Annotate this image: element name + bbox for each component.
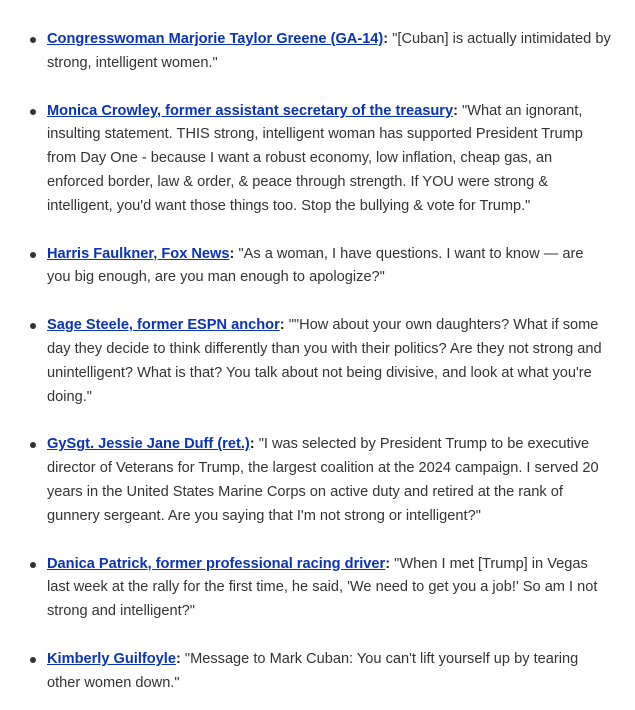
- bullet-icon: [30, 323, 36, 329]
- bullet-icon: [30, 562, 36, 568]
- quote-text: ""How about your own daughters? What if some day they decide to think differently than you with their politics? Are they not strong and unintelligent? What is that? You talk about not being divisive, and look at what you're doing.": [47, 317, 602, 405]
- person-link[interactable]: Sage Steele, former ESPN anchor: [47, 317, 280, 334]
- quote-text: "I was selected by President Trump to be executive director of Veterans for Trump, the largest coalition at the 2024 campaign. I served 20 years in the United States Marine Corps on active duty and retired at the rank of gunnery sergeant. Are you saying that I'm not strong or intelligent?": [47, 436, 599, 524]
- list-item: [47, 100, 611, 219]
- list-item: [47, 553, 611, 624]
- list-item: [47, 433, 611, 528]
- list-item: [47, 243, 611, 291]
- quote-text: "[Cuban] is actually intimidated by strong, intelligent women.": [47, 31, 611, 71]
- bullet-icon: [30, 252, 36, 258]
- quote-text: "As a woman, I have questions. I want to know — are you big enough, are you man enough to apologize?": [47, 245, 584, 286]
- bullet-icon: [30, 37, 36, 43]
- list-item: [47, 648, 611, 696]
- quote-text: "What an ignorant, insulting statement. THIS strong, intelligent woman has supported President Trump from Day One - because I want a robust economy, low inflation, cheap gas, an enforced border, law & order, & peace through strength. If YOU were strong & intelligent, you'd want those things too. Stop the bullying & vote for Trump.": [47, 102, 583, 214]
- person-link[interactable]: Harris Faulkner, Fox News: [47, 245, 230, 262]
- person-link[interactable]: GySgt. Jessie Jane Duff (ret.): [47, 436, 250, 453]
- quote-text: "Message to Mark Cuban: You can't lift yourself up by tearing other women down.": [47, 650, 579, 691]
- person-link[interactable]: Kimberly Guilfoyle: [47, 650, 176, 667]
- bullet-icon: [30, 442, 36, 448]
- separator: :: [453, 102, 458, 119]
- separator: :: [249, 436, 255, 453]
- separator: :: [175, 650, 181, 667]
- separator: :: [229, 245, 235, 262]
- list-item: [47, 314, 611, 409]
- bullet-icon: [30, 657, 36, 663]
- separator: :: [279, 317, 285, 334]
- person-link[interactable]: Congresswoman Marjorie Taylor Greene (GA-14): [47, 31, 384, 47]
- separator: :: [385, 555, 391, 572]
- separator: :: [383, 31, 389, 47]
- person-link[interactable]: Monica Crowley, former assistant secretary of the treasury: [47, 102, 454, 119]
- person-link[interactable]: Danica Patrick, former professional racing driver: [47, 555, 386, 572]
- list-item: [47, 28, 611, 76]
- bullet-icon: [30, 109, 36, 115]
- quote-text: "When I met [Trump] in Vegas last week at the rally for the first time, he said, 'We need to get you a job!' So am I not strong and intelligent?": [47, 555, 598, 620]
